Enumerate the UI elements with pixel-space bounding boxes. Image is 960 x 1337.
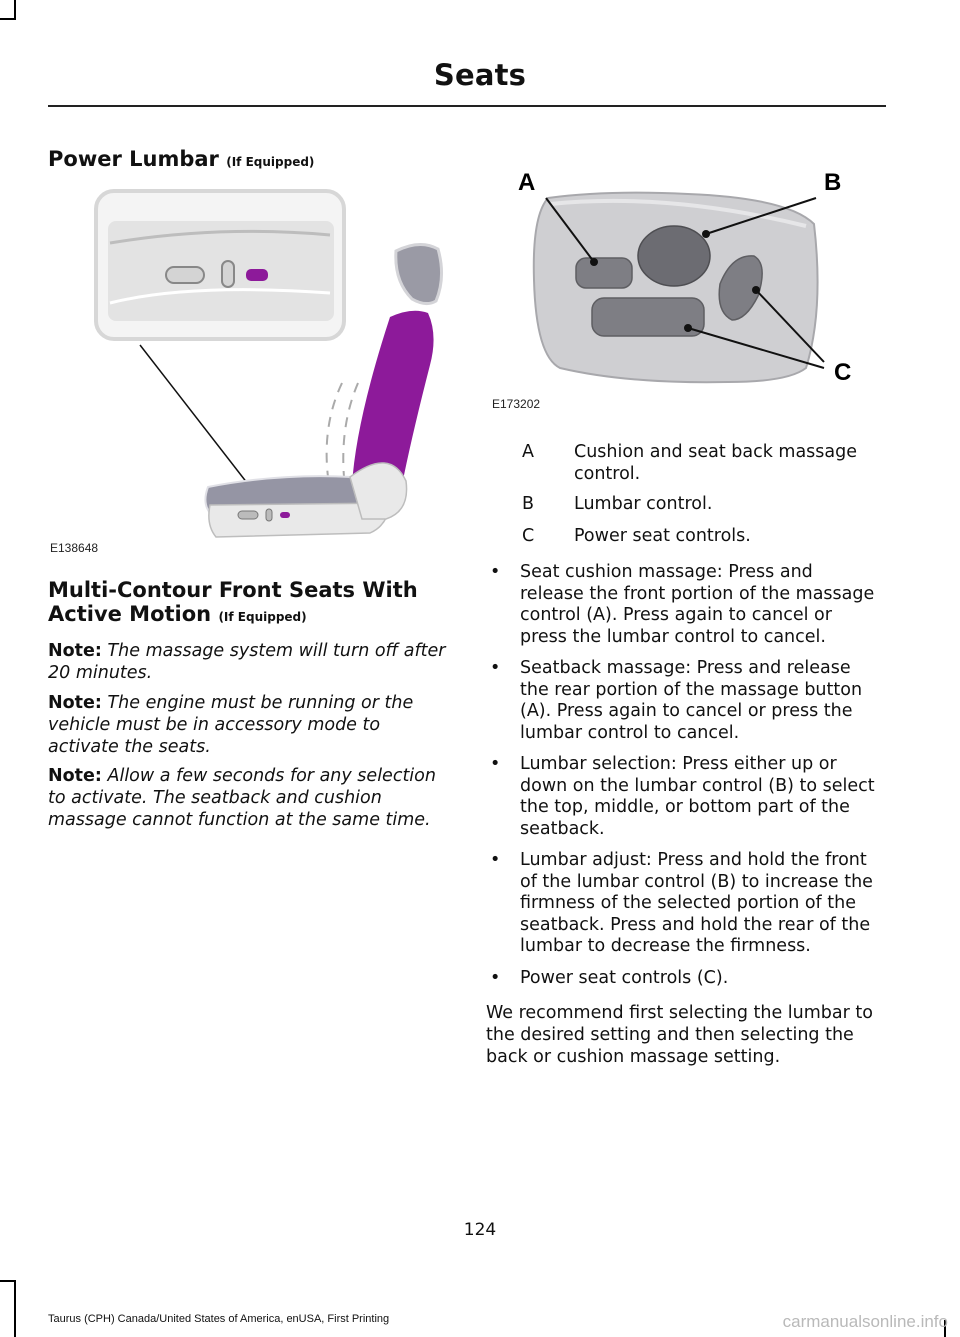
leader-line bbox=[140, 345, 258, 497]
legend-row-b bbox=[522, 493, 882, 515]
note-label: Note: bbox=[48, 641, 102, 661]
note bbox=[48, 765, 448, 831]
note bbox=[48, 692, 448, 758]
section-heading-multi-contour bbox=[48, 578, 468, 629]
motion-arc bbox=[327, 383, 342, 477]
note-label: Note: bbox=[48, 766, 102, 786]
crop-mark bbox=[0, 18, 16, 20]
list-item: • Seat cushion massage: Press and release the front portion of the massage control (A). Press again to cancel or press the lumbar control to cancel. bbox=[486, 562, 882, 648]
legend-row-c bbox=[522, 525, 882, 547]
legend-text: Power seat controls. bbox=[574, 526, 751, 546]
closing-paragraph: We recommend first selecting the lumbar to the desired setting and then selecting the back or cushion massage setting. bbox=[486, 1003, 873, 1067]
figure-code: E138648 bbox=[50, 541, 99, 555]
note-text: The massage system will turn off after 20 minutes. bbox=[48, 641, 446, 683]
list-item: • Seatback massage: Press and release the rear portion of the massage button (A). Press again to cancel or press the lumbar control to cancel. bbox=[486, 658, 882, 744]
legend-row-a bbox=[522, 441, 882, 485]
callout-a: A bbox=[518, 169, 536, 196]
crop-mark bbox=[14, 0, 16, 20]
section-title: Power Lumbar bbox=[48, 147, 219, 171]
instruction-list bbox=[486, 562, 882, 999]
seat-illustration bbox=[90, 185, 460, 545]
callout-b: B bbox=[824, 169, 842, 196]
section-title: Multi-Contour Front Seats With bbox=[48, 578, 418, 602]
figure-code: E173202 bbox=[492, 397, 541, 411]
legend-key: B bbox=[522, 494, 535, 514]
section-heading-power-lumbar bbox=[48, 147, 314, 174]
legend-text: Lumbar control. bbox=[574, 494, 713, 514]
seat-adjust-button bbox=[166, 267, 204, 283]
callout-c: C bbox=[834, 359, 852, 386]
note bbox=[48, 640, 448, 684]
page-title: Seats bbox=[433, 58, 527, 92]
note-text: Allow a few seconds for any selection to activate. The seatback and cushion massage cannot function at the same time. bbox=[48, 766, 436, 830]
lumbar-button-b bbox=[638, 226, 710, 286]
note-text: The engine must be running or the vehicle must be in accessory mode to activate the seats. bbox=[48, 693, 414, 757]
list-item: • Lumbar selection: Press either up or down on the lumbar control (B) to select the top, middle, or bottom part of the seatback. bbox=[486, 754, 882, 840]
seat-back-highlight bbox=[352, 311, 434, 485]
section-title: Active Motion bbox=[48, 602, 212, 626]
massage-button-a bbox=[576, 258, 632, 288]
crop-mark bbox=[14, 1280, 16, 1337]
crop-mark bbox=[0, 1280, 16, 1282]
page-number: 124 bbox=[463, 1220, 497, 1240]
title-rule bbox=[48, 105, 886, 107]
legend-key: A bbox=[522, 442, 534, 462]
section-qualifier: (If Equipped) bbox=[226, 155, 315, 169]
watermark: carmanualsonline.info bbox=[782, 1312, 948, 1331]
massage-control-illustration bbox=[488, 160, 888, 400]
legend-text: Cushion and seat back massage control. bbox=[574, 442, 858, 484]
list-item: • Power seat controls (C). bbox=[486, 968, 882, 990]
legend-key: C bbox=[522, 526, 535, 546]
footer-text: Taurus (CPH) Canada/United States of America, enUSA, First Printing bbox=[48, 1313, 390, 1325]
list-item: • Lumbar adjust: Press and hold the front of the lumbar control (B) to increase the firmness of the selected portion of the seatback. Press and hold the rear of the lumbar to decrease the firmness. bbox=[486, 850, 882, 958]
lumbar-button-highlight bbox=[246, 269, 268, 281]
headrest bbox=[396, 244, 442, 303]
section-qualifier: (If Equipped) bbox=[218, 610, 307, 624]
recline-button bbox=[222, 261, 234, 287]
note-label: Note: bbox=[48, 693, 102, 713]
